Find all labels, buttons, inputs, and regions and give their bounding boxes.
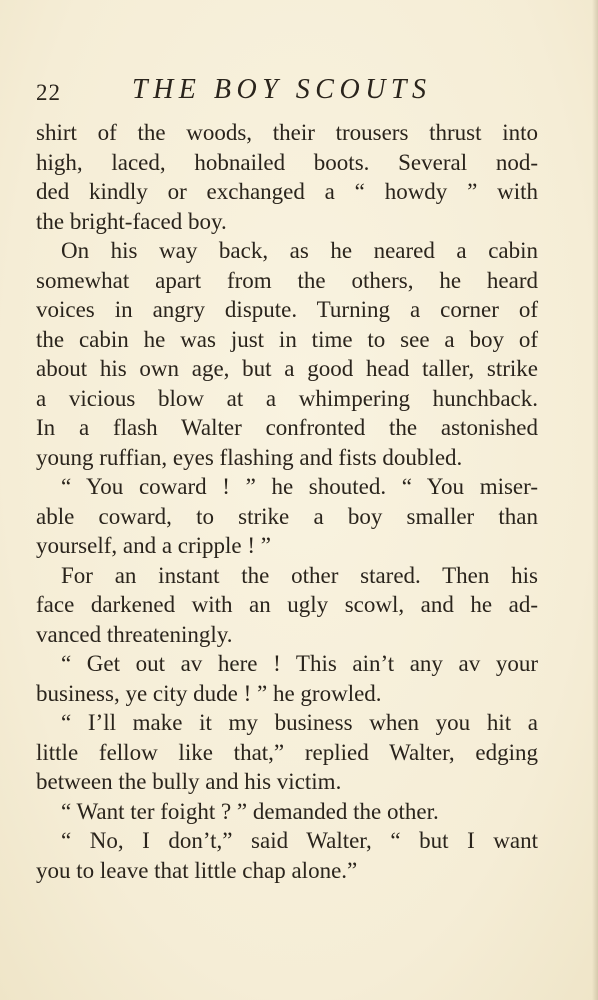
text-line: “ No, I don’t,” said Walter, “ but I want [61,828,538,853]
page-edge-shadow [592,0,598,1000]
text-line: voices in angry dispute. Turning a corner of [36,297,538,322]
text-line: In a flash Walter confronted the astonished [36,415,538,440]
text-line: you to leave that little chap alone.” [36,857,358,883]
text-line: “ Want ter foight ? ” demanded the other. [61,798,439,824]
text-line: face darkened with an ugly scowl, and he ad- [36,592,538,617]
text-line: “ Get out av here ! This ain’t any av your [61,651,538,676]
page-header [36,74,448,106]
text-line: “ I’ll make it my business when you hit a [61,710,538,735]
body-text [36,118,538,885]
text-line: For an instant the other stared. Then his [61,562,538,588]
text-line: about his own age, but a good head taller, strike [36,356,538,381]
text-line: ded kindly or exchanged a “ howdy ” with [36,179,538,204]
text-line: “ You coward ! ” he shouted. “ You miser- [61,474,538,499]
text-line: shirt of the woods, their trousers thrust into [36,120,538,145]
text-line: a vicious blow at a whimpering hunchback. [36,385,538,411]
text-line: high, laced, hobnailed boots. Several nod- [36,149,538,175]
text-line: the cabin he was just in time to see a boy of [36,326,538,352]
running-head: THE BOY SCOUTS [132,74,432,105]
text-line: able coward, to strike a boy smaller than [36,503,538,529]
text-line: business, ye city dude ! ” he growled. [36,680,382,706]
text-line: somewhat apart from the others, he heard [36,267,538,293]
text-line: vanced threateningly. [36,621,233,647]
page-number: 22 [36,80,61,105]
text-line: little fellow like that,” replied Walter, edging [36,739,538,765]
text-line: yourself, and a cripple ! ” [36,533,272,558]
text-line: between the bully and his victim. [36,769,342,794]
text-line: the bright-faced boy. [36,208,227,234]
text-line: young ruffian, eyes flashing and fists doubled. [36,444,463,470]
text-line: On his way back, as he neared a cabin [61,238,538,263]
